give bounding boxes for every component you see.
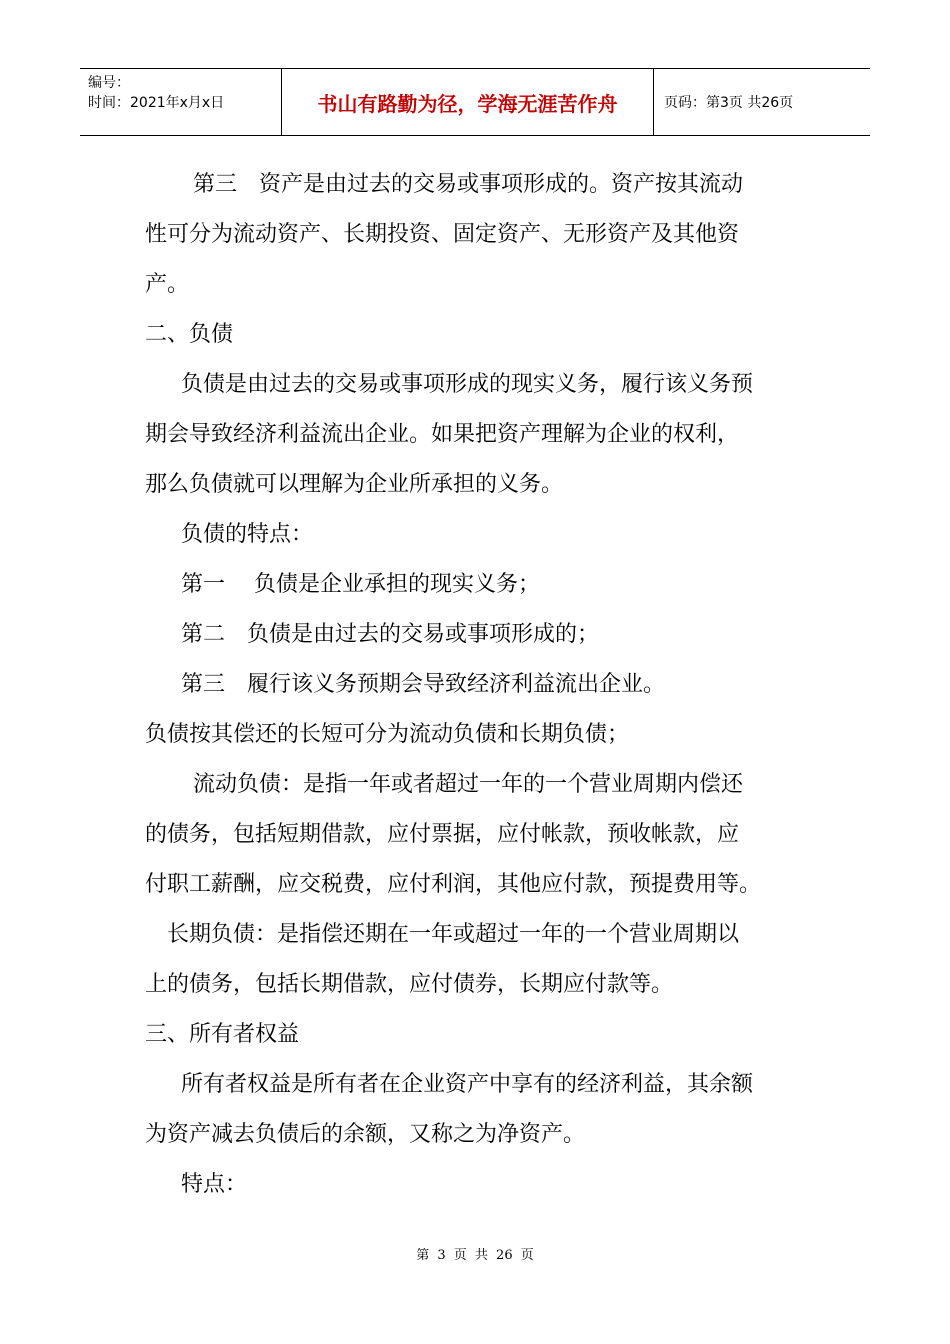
- document-time: 时间：2021年x月x日: [88, 95, 225, 111]
- body-line: 性可分为流动资产、长期投资、固定资产、无形资产及其他资: [145, 222, 740, 247]
- body-line: 上的债务，包括长期借款，应付债券，长期应付款等。: [145, 972, 674, 997]
- body-line: 特点：: [181, 1172, 248, 1197]
- body-line: 第一 负债是企业承担的现实义务；: [181, 572, 540, 597]
- body-line: 期会导致经济利益流出企业。如果把资产理解为企业的权利，: [145, 422, 740, 447]
- header-page-info: 页码：第3页 共26页: [664, 95, 794, 111]
- page-footer: 第 3 页 共 26 页: [416, 1248, 534, 1263]
- body-line: 所有者权益是所有者在企业资产中享有的经济利益，其余额: [181, 1072, 754, 1097]
- body-line: 负债按其偿还的长短可分为流动负债和长期负债；: [145, 722, 630, 747]
- header-meta: [80, 69, 282, 135]
- body-line: 产。: [145, 272, 190, 297]
- body-line: 负债的特点：: [181, 522, 314, 547]
- document-number: 编号：: [88, 75, 130, 91]
- body-line: 付职工薪酬，应交税费，应付利润，其他应付款，预提费用等。: [145, 872, 762, 897]
- body-line: 第二 负债是由过去的交易或事项形成的；: [181, 622, 600, 647]
- header-motto: 书山有路勤为径，学海无涯苦作舟: [282, 69, 654, 135]
- section-heading: 三、所有者权益: [145, 1022, 300, 1047]
- page-header: [80, 68, 870, 136]
- body-line: 第三 履行该义务预期会导致经济利益流出企业。: [181, 672, 666, 697]
- body-line: 的债务，包括短期借款，应付票据，应付帐款，预收帐款，应: [145, 822, 740, 847]
- body-line: 为资产减去负债后的余额，又称之为净资产。: [145, 1122, 586, 1147]
- document-body: [145, 160, 813, 1210]
- body-line: 那么负债就可以理解为企业所承担的义务。: [145, 472, 564, 497]
- body-line: 流动负债：是指一年或者超过一年的一个营业周期内偿还: [193, 772, 744, 797]
- body-line: 负债是由过去的交易或事项形成的现实义务，履行该义务预: [181, 372, 754, 397]
- body-line: 长期负债：是指偿还期在一年或超过一年的一个营业周期以: [167, 922, 740, 947]
- body-line: 第三 资产是由过去的交易或事项形成的。资产按其流动: [193, 172, 744, 197]
- section-heading: 二、负债: [145, 322, 234, 347]
